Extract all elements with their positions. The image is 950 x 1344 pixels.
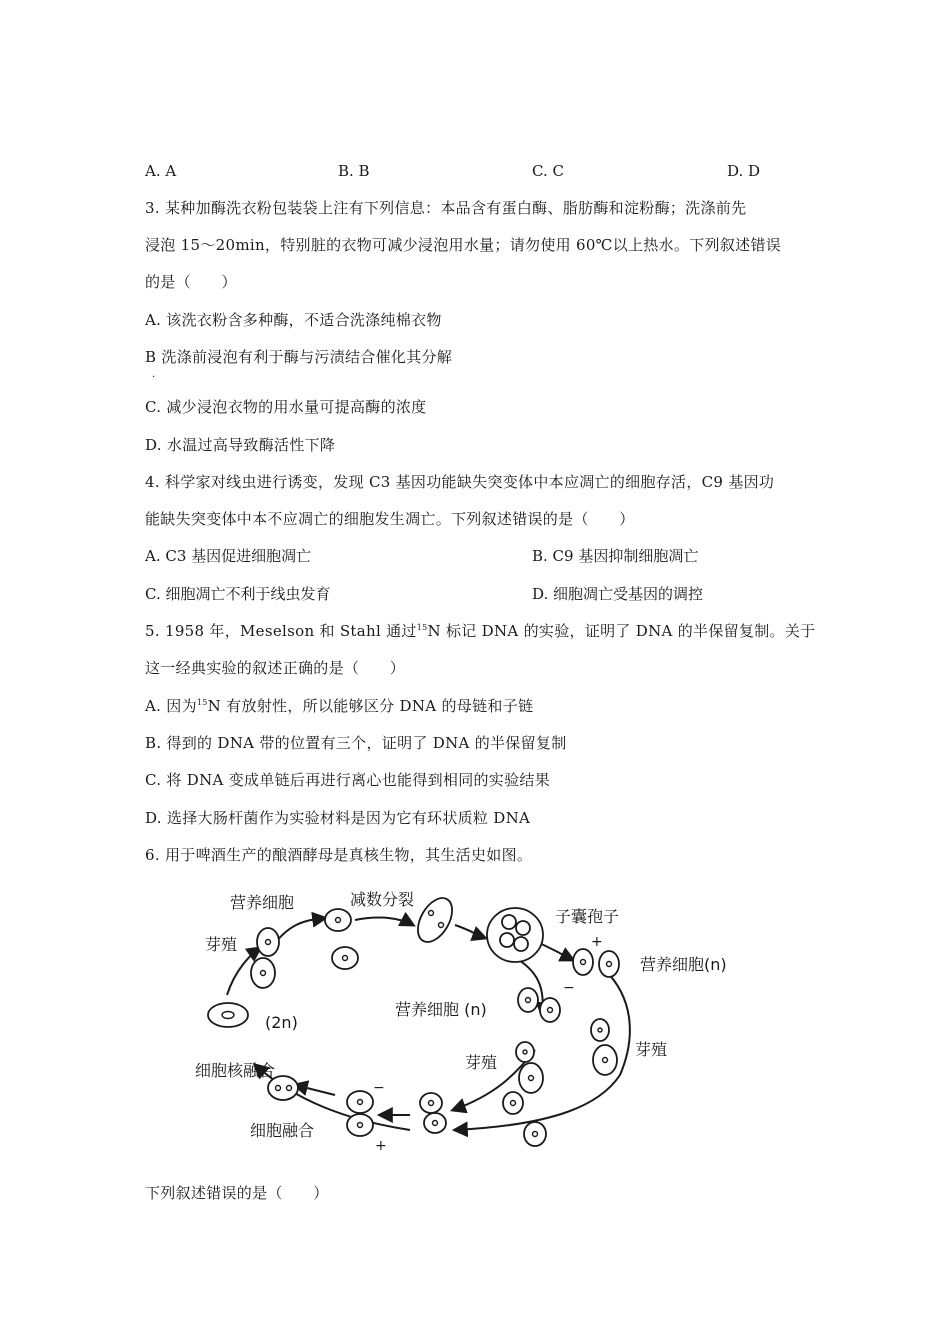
label-meiosis: 减数分裂 (350, 890, 415, 909)
q2-option-a: A. A (145, 162, 177, 180)
label-ascospore: 子囊孢子 (555, 907, 620, 926)
q5-option-a: A. 因为$^{15}$N 有放射性，所以能够区分 DNA 的母链和子链 (145, 697, 534, 715)
q6-followup: 下列叙述错误的是（ ） (145, 1184, 329, 1202)
q4-option-d: D. 细胞凋亡受基因的调控 (532, 585, 704, 603)
q3-option-b: B 洗涤前浸泡有利于酶与污渍结合催化其分解 (145, 348, 453, 366)
label-vegetative-cell-n-mid: 营养细胞 (n) (395, 1000, 487, 1019)
q3-stem-line-2: 浸泡 15～20min，特别脏的衣物可减少浸泡用水量；请勿使用 60℃以上热水。下列叙述错误 (145, 236, 782, 254)
label-nuclear-fusion: 细胞核融合 (195, 1061, 276, 1080)
q2-option-d: D. D (727, 162, 761, 180)
q3-stem-line-1: 3. 某种加酶洗衣粉包装袋上注有下列信息：本品含有蛋白酶、脂肪酶和淀粉酶；洗涤前先 (145, 199, 747, 217)
q3-option-d: D. 水温过高导致酶活性下降 (145, 436, 336, 454)
q6-stem: 6. 用于啤酒生产的酿酒酵母是真核生物，其生活史如图。 (145, 846, 533, 864)
label-budding-mid: 芽殖 (465, 1053, 498, 1072)
q5-option-b: B. 得到的 DNA 带的位置有三个，证明了 DNA 的半保留复制 (145, 734, 567, 752)
q2-option-b: B. B (338, 162, 370, 180)
label-diploid: (2n) (265, 1013, 298, 1032)
q3-option-a: A. 该洗衣粉含多种酶，不适合洗涤纯棉衣物 (145, 311, 442, 329)
q4-option-b: B. C9 基因抑制细胞凋亡 (532, 547, 699, 565)
q4-option-c: C. 细胞凋亡不利于线虫发育 (145, 585, 331, 603)
label-vegetative-cell-n-right: 营养细胞(n) (640, 955, 727, 974)
q2-option-c: C. C (532, 162, 564, 180)
label-cell-fusion: 细胞融合 (250, 1121, 315, 1140)
q5-stem-line-1: 5. 1958 年，Meselson 和 Stahl 通过$^{15}$N 标记 DNA 的实验，证明了 DNA 的半保留复制。关于 (145, 622, 816, 640)
q5-option-d: D. 选择大肠杆菌作为实验材料是因为它有环状质粒 DNA (145, 809, 531, 827)
sign-plus-fusion: + (375, 1138, 387, 1154)
q3-stem-line-3: 的是（ ） (145, 273, 237, 291)
sign-minus-fusion: − (373, 1080, 385, 1096)
stray-dot: · (152, 372, 156, 383)
q4-option-a: A. C3 基因促进细胞凋亡 (145, 547, 312, 565)
q3-option-c: C. 减少浸泡衣物的用水量可提高酶的浓度 (145, 398, 427, 416)
q5-stem-line-2: 这一经典实验的叙述正确的是（ ） (145, 659, 406, 677)
q4-stem-line-2: 能缺失突变体中本不应凋亡的细胞发生凋亡。下列叙述错误的是（ ） (145, 510, 635, 528)
yeast-life-cycle-diagram (195, 880, 785, 1160)
label-vegetative-cell: 营养细胞 (230, 893, 295, 912)
label-budding-left: 芽殖 (205, 935, 238, 954)
q4-stem-line-1: 4. 科学家对线虫进行诱变，发现 C3 基因功能缺失突变体中本应凋亡的细胞存活，C9 基因功 (145, 473, 775, 491)
label-budding-right: 芽殖 (635, 1040, 668, 1059)
sign-plus-spore: + (591, 934, 603, 950)
sign-minus-mid: − (563, 980, 575, 996)
q5-option-c: C. 将 DNA 变成单链后再进行离心也能得到相同的实验结果 (145, 771, 551, 789)
